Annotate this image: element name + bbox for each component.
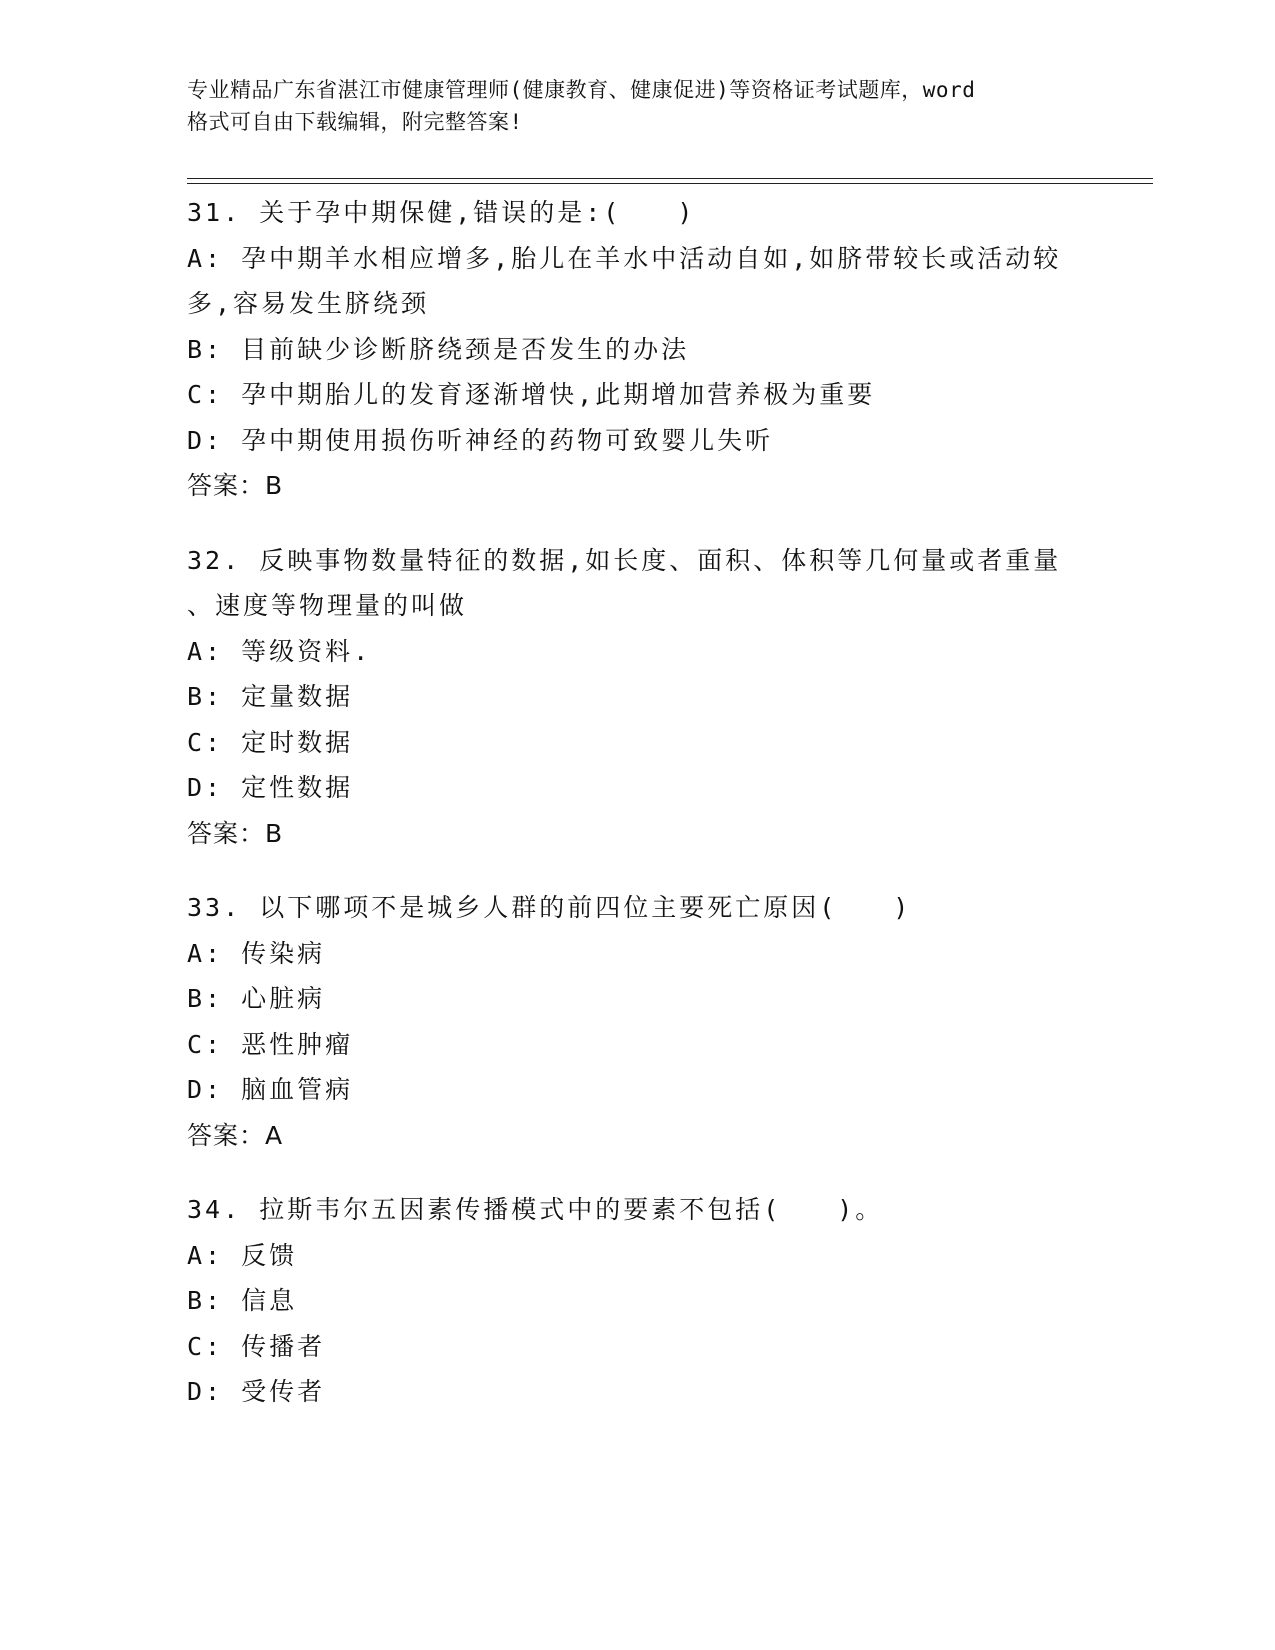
option-d: D: 孕中期使用损伤听神经的药物可致婴儿失听 xyxy=(187,425,774,455)
option-c: C: 传播者 xyxy=(187,1331,326,1361)
option-a: A: 传染病 xyxy=(187,938,326,968)
answer-line: 答案：A xyxy=(187,1120,284,1150)
question-text: 32. 反映事物数量特征的数据,如长度、面积、体积等几何量或者重量 xyxy=(187,545,1062,575)
question-32 xyxy=(187,538,1087,857)
option-b: B: 目前缺少诊断脐绕颈是否发生的办法 xyxy=(187,334,690,364)
question-text: 31. 关于孕中期保健,错误的是:( ) xyxy=(187,198,696,227)
option-b: B: 心脏病 xyxy=(187,984,326,1013)
option-d: D: 定性数据 xyxy=(187,773,354,802)
option-b: B: 定量数据 xyxy=(187,682,354,711)
option-c: C: 孕中期胎儿的发育逐渐增快,此期增加营养极为重要 xyxy=(187,380,876,409)
answer-line: 答案：B xyxy=(187,818,284,848)
option-d: D: 脑血管病 xyxy=(187,1075,354,1104)
question-text: 33. 以下哪项不是城乡人群的前四位主要死亡原因( ) xyxy=(187,893,912,922)
header-divider-top xyxy=(187,178,1153,179)
question-list xyxy=(187,190,1087,1444)
question-31 xyxy=(187,190,1087,509)
header-line-1: 专业精品广东省湛江市健康管理师(健康教育、健康促进)等资格证考试题库，word xyxy=(187,78,976,102)
question-text: 34. 拉斯韦尔五因素传播模式中的要素不包括( )。 xyxy=(187,1195,884,1224)
answer-line: 答案：B xyxy=(187,471,284,500)
option-c: C: 恶性肿瘤 xyxy=(187,1029,354,1059)
option-b: B: 信息 xyxy=(187,1286,298,1315)
option-a: A: 等级资料. xyxy=(187,636,372,666)
option-d: D: 受传者 xyxy=(187,1377,326,1406)
question-34 xyxy=(187,1187,1087,1415)
header-divider-bottom xyxy=(187,183,1153,184)
option-a: A: 孕中期羊水相应增多,胎儿在羊水中活动自如,如脐带较长或活动较 xyxy=(187,243,1062,273)
document-header xyxy=(187,74,1087,138)
question-text-continued: 、速度等物理量的叫做 xyxy=(187,591,468,620)
option-c: C: 定时数据 xyxy=(187,727,354,757)
option-a-continued: 多,容易发生脐绕颈 xyxy=(187,289,430,318)
option-a: A: 反馈 xyxy=(187,1240,298,1270)
header-line-2: 格式可自由下载编辑，附完整答案! xyxy=(187,110,523,134)
question-33 xyxy=(187,885,1087,1158)
